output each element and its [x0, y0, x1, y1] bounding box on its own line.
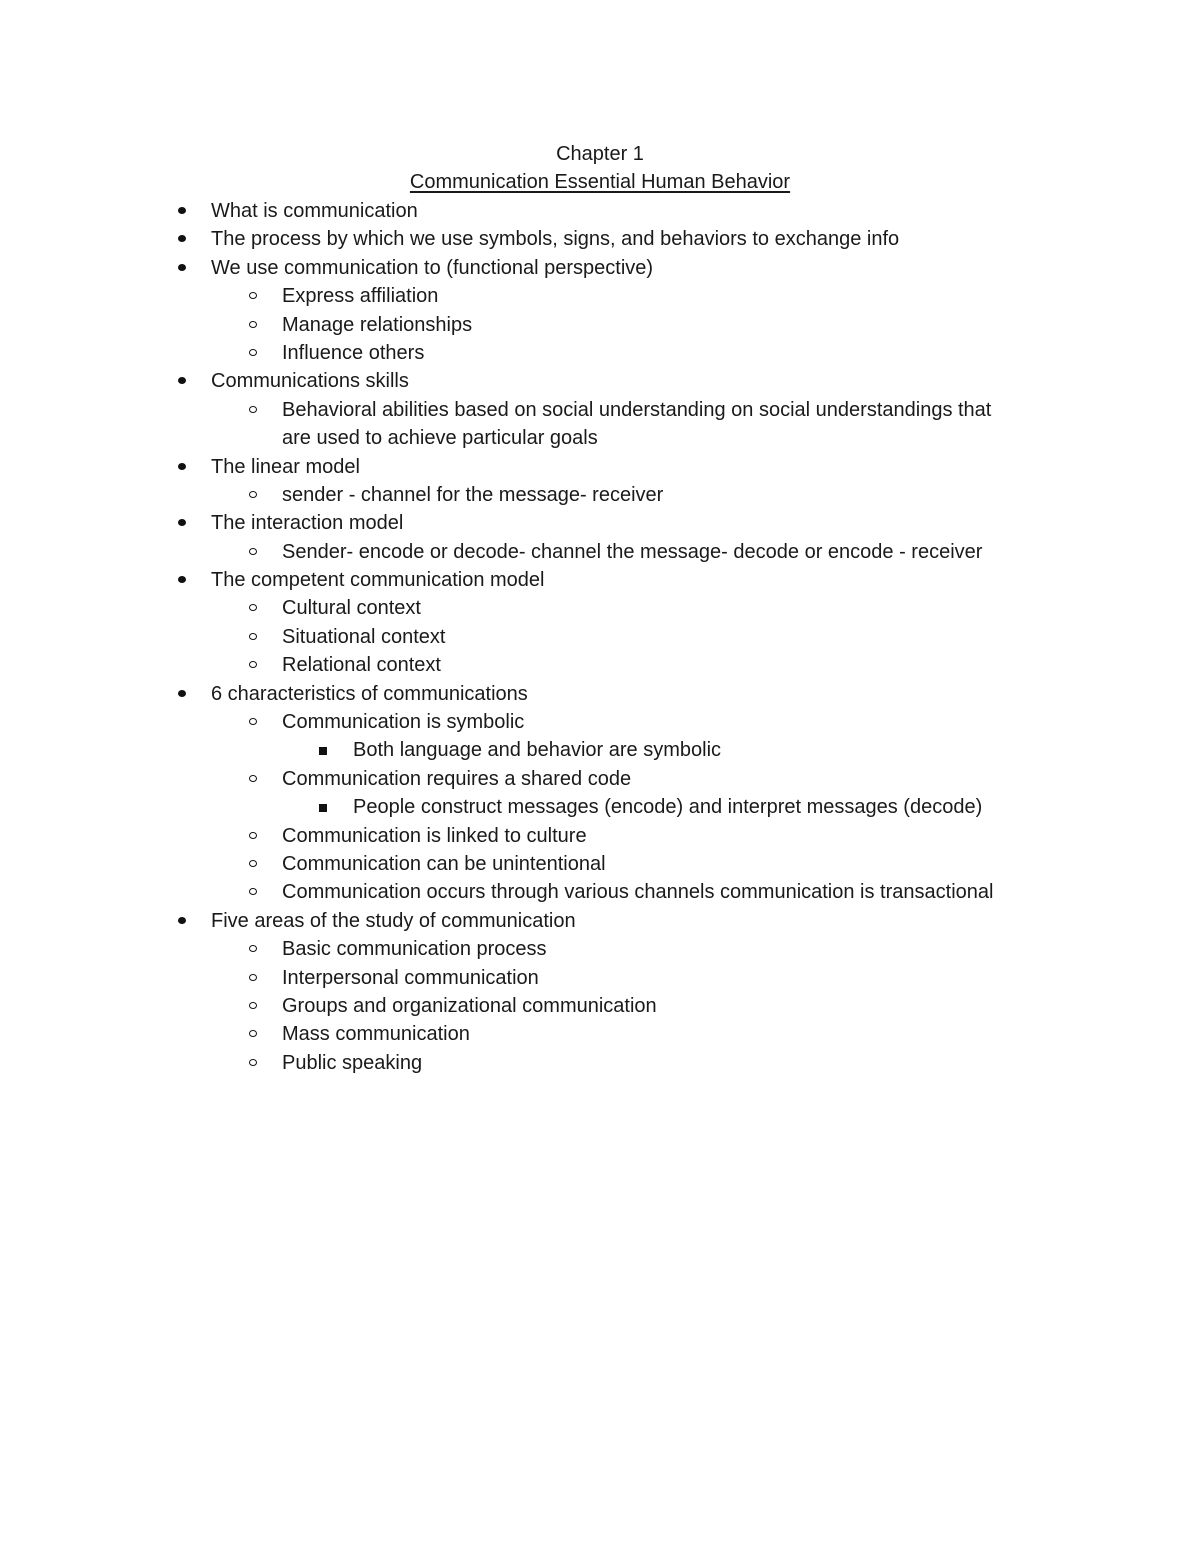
bullet-dot-icon	[178, 207, 186, 214]
bullet-circle-icon	[249, 860, 257, 867]
list-item	[0, 367, 1200, 395]
list-item-continuation	[0, 424, 1200, 452]
list-item	[0, 311, 1200, 339]
bullet-dot-icon	[178, 235, 186, 242]
bullet-circle-icon	[249, 321, 257, 328]
list-item	[0, 935, 1200, 963]
list-item	[0, 509, 1200, 537]
bullet-circle-icon	[249, 633, 257, 640]
list-item	[0, 793, 1200, 821]
bullet-list	[0, 197, 1200, 1077]
list-item-text: What is communication	[211, 200, 418, 222]
list-item	[0, 339, 1200, 367]
list-item-text: Interpersonal communication	[282, 966, 539, 989]
list-item-text: Express affiliation	[282, 285, 439, 308]
bullet-dot-icon	[178, 264, 186, 271]
bullet-circle-icon	[249, 1030, 257, 1037]
list-item	[0, 850, 1200, 878]
list-item-text: are used to achieve particular goals	[282, 427, 598, 450]
bullet-circle-icon	[249, 775, 257, 782]
list-item	[0, 623, 1200, 651]
bullet-circle-icon	[249, 349, 257, 356]
list-item	[0, 254, 1200, 282]
list-item-text: Communication occurs through various channels communication is transactional	[282, 881, 994, 904]
document-subtitle: Communication Essential Human Behavior	[409, 171, 791, 193]
bullet-circle-icon	[249, 974, 257, 981]
list-item-text: Communications skills	[211, 370, 409, 393]
chapter-heading: Chapter 1	[556, 143, 644, 165]
list-item-text: People construct messages (encode) and interpret messages (decode)	[353, 796, 983, 819]
bullet-circle-icon	[249, 491, 257, 498]
bullet-circle-icon	[249, 718, 257, 725]
list-item-text: sender - channel for the message- receiver	[282, 483, 664, 506]
bullet-circle-icon	[249, 604, 257, 611]
list-item-text: Basic communication process	[282, 938, 547, 961]
list-item-text: The interaction model	[211, 512, 404, 535]
list-item-text: Influence others	[282, 341, 425, 364]
bullet-dot-icon	[178, 917, 186, 924]
list-item-text: We use communication to (functional perspective)	[211, 256, 654, 279]
list-item	[0, 481, 1200, 509]
list-item	[0, 708, 1200, 736]
list-item	[0, 282, 1200, 310]
list-item-text: Relational context	[282, 654, 441, 677]
list-item	[0, 1049, 1200, 1077]
list-item-text: The linear model	[211, 455, 360, 478]
list-item	[0, 992, 1200, 1020]
bullet-dot-icon	[178, 690, 186, 697]
list-item-text: Communication is symbolic	[282, 711, 525, 734]
list-item	[0, 680, 1200, 708]
bullet-circle-icon	[249, 661, 257, 668]
list-item-text: Sender- encode or decode- channel the message- decode or encode - receiver	[282, 540, 983, 563]
list-item-text: Mass communication	[282, 1023, 470, 1046]
bullet-dot-icon	[178, 576, 186, 583]
list-item-text: 6 characteristics of communications	[211, 682, 528, 705]
list-item	[0, 964, 1200, 992]
bullet-square-icon	[319, 747, 327, 755]
list-item-text: Manage relationships	[282, 313, 473, 336]
list-item	[0, 765, 1200, 793]
bullet-circle-icon	[249, 832, 257, 839]
list-item-text: Five areas of the study of communication	[211, 909, 576, 932]
list-item	[0, 566, 1200, 594]
list-item-text: The competent communication model	[211, 569, 545, 592]
bullet-circle-icon	[249, 945, 257, 952]
list-item	[0, 197, 1200, 225]
bullet-circle-icon	[249, 888, 257, 895]
list-item-text: Behavioral abilities based on social understanding on social understandings that	[282, 398, 992, 421]
list-item-text: Public speaking	[282, 1051, 423, 1074]
bullet-circle-icon	[249, 1002, 257, 1009]
bullet-square-icon	[319, 804, 327, 812]
list-item	[0, 453, 1200, 481]
list-item-text: Communication is linked to culture	[282, 824, 587, 847]
list-item-text: Communication requires a shared code	[282, 767, 632, 790]
list-item	[0, 651, 1200, 679]
list-item	[0, 538, 1200, 566]
bullet-dot-icon	[178, 463, 186, 470]
list-item	[0, 878, 1200, 906]
list-item-text: Groups and organizational communication	[282, 994, 657, 1017]
list-item-text: The process by which we use symbols, signs, and behaviors to exchange info	[211, 228, 900, 251]
list-item	[0, 907, 1200, 935]
list-item-text: Communication can be unintentional	[282, 852, 606, 875]
list-item	[0, 1020, 1200, 1048]
list-item	[0, 736, 1200, 764]
list-item-text: Situational context	[282, 625, 446, 648]
list-item-text: Cultural context	[282, 597, 421, 620]
list-item	[0, 594, 1200, 622]
bullet-dot-icon	[178, 377, 186, 384]
list-item	[0, 822, 1200, 850]
bullet-circle-icon	[249, 548, 257, 555]
bullet-dot-icon	[178, 519, 186, 526]
bullet-circle-icon	[249, 406, 257, 413]
list-item	[0, 225, 1200, 253]
bullet-circle-icon	[249, 292, 257, 299]
list-item	[0, 396, 1200, 424]
list-item-text: Both language and behavior are symbolic	[353, 739, 722, 762]
bullet-circle-icon	[249, 1059, 257, 1066]
